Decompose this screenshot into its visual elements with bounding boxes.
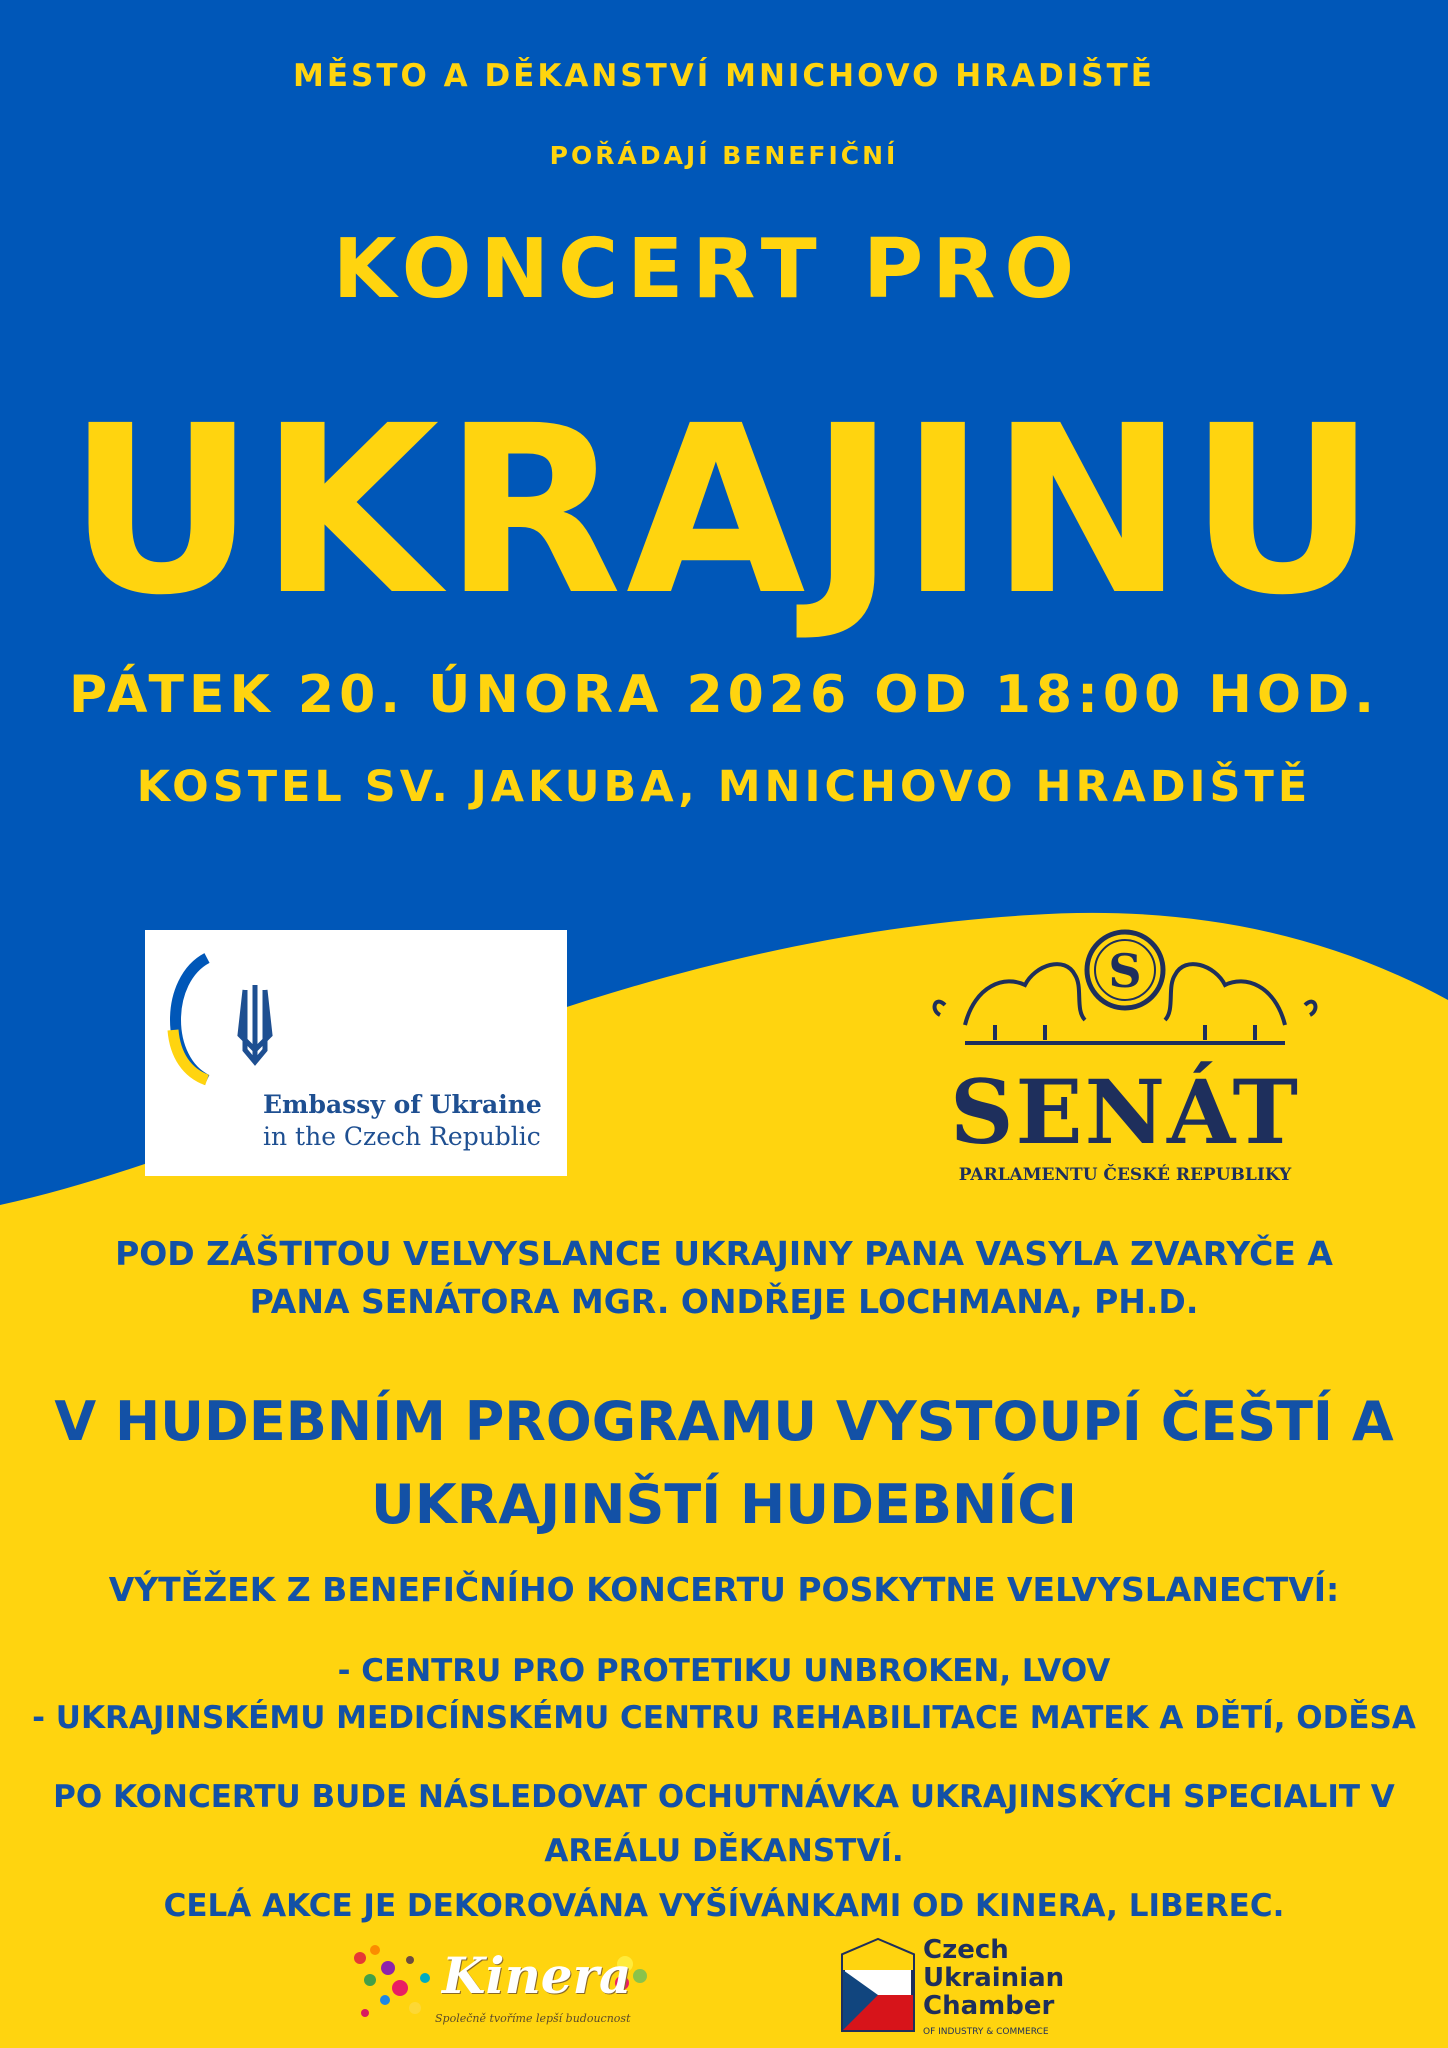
program-text: V HUDEBNÍM PROGRAMU VYSTOUPÍ ČEŠTÍ A UKRAJINŠTÍ HUDEBNÍCI [54,1390,1394,1536]
recipients-list [0,1648,1448,1742]
senat-logo [925,915,1325,1195]
chamber-flag-icon [838,1935,918,2045]
main-title: UKRAJINU [67,376,1381,646]
embassy-subtitle: in the Czech Republic [263,1122,541,1151]
chamber-subtitle: OF INDUSTRY & COMMERCE [923,2027,1049,2037]
chamber-name-2: Ukrainian [923,1963,1065,1993]
senat-name: SENÁT [949,1060,1300,1164]
event-place: KOSTEL SV. JAKUBA, MNICHOVO HRADIŠTĚ [136,762,1312,812]
kinera-name: Kinera [442,1946,632,2005]
tasting-text: PO KONCERTU BUDE NÁSLEDOVAT OCHUTNÁVKA UKRAJINSKÝCH SPECIALIT V AREÁLU DĚKANSTVÍ. [53,1779,1395,1869]
embassy-logo [145,930,567,1176]
decoration-text: CELÁ AKCE JE DEKOROVÁNA VYŠÍVÁNKAMI OD KINERA, LIBEREC. [163,1888,1285,1924]
senat-subtitle: PARLAMENTU ČESKÉ REPUBLIKY [958,1165,1292,1185]
recipient-item: - CENTRU PRO PROTETIKU UNBROKEN, LVOV [337,1653,1111,1689]
title-line: KONCERT PRO [332,222,1084,317]
chamber-logo [838,1935,1078,2045]
organizers-line: MĚSTO A DĚKANSTVÍ MNICHOVO HRADIŠTĚ [293,58,1155,94]
kinera-logo [340,1938,650,2038]
svg-text:S: S [1108,944,1142,998]
embassy-name: Embassy of Ukraine [263,1090,542,1119]
subtitle-line: POŘÁDAJÍ BENEFIČNÍ [549,141,899,170]
chamber-name-3: Chamber [923,1991,1055,2021]
event-date: PÁTEK 20. ÚNORA 2026 OD 18:00 HOD. [68,665,1380,725]
recipient-item: - UKRAJINSKÉMU MEDICÍNSKÉMU CENTRU REHABILITACE MATEK A DĚTÍ, ODĚSA [32,1700,1416,1736]
kinera-slogan: Společně tvoříme lepší budoucnost [435,2012,631,2025]
patronage-text: POD ZÁŠTITOU VELVYSLANCE UKRAJINY PANA VASYLA ZVARYČE A PANA SENÁTORA MGR. ONDŘEJE LOCHMANA, PH.D. [115,1234,1333,1321]
chamber-name-1: Czech [923,1935,1009,1965]
proceeds-text: VÝTĚŽEK Z BENEFIČNÍHO KONCERTU POSKYTNE VELVYSLANECTVÍ: [108,1570,1340,1609]
senat-lions-emblem-icon [925,915,1325,1065]
